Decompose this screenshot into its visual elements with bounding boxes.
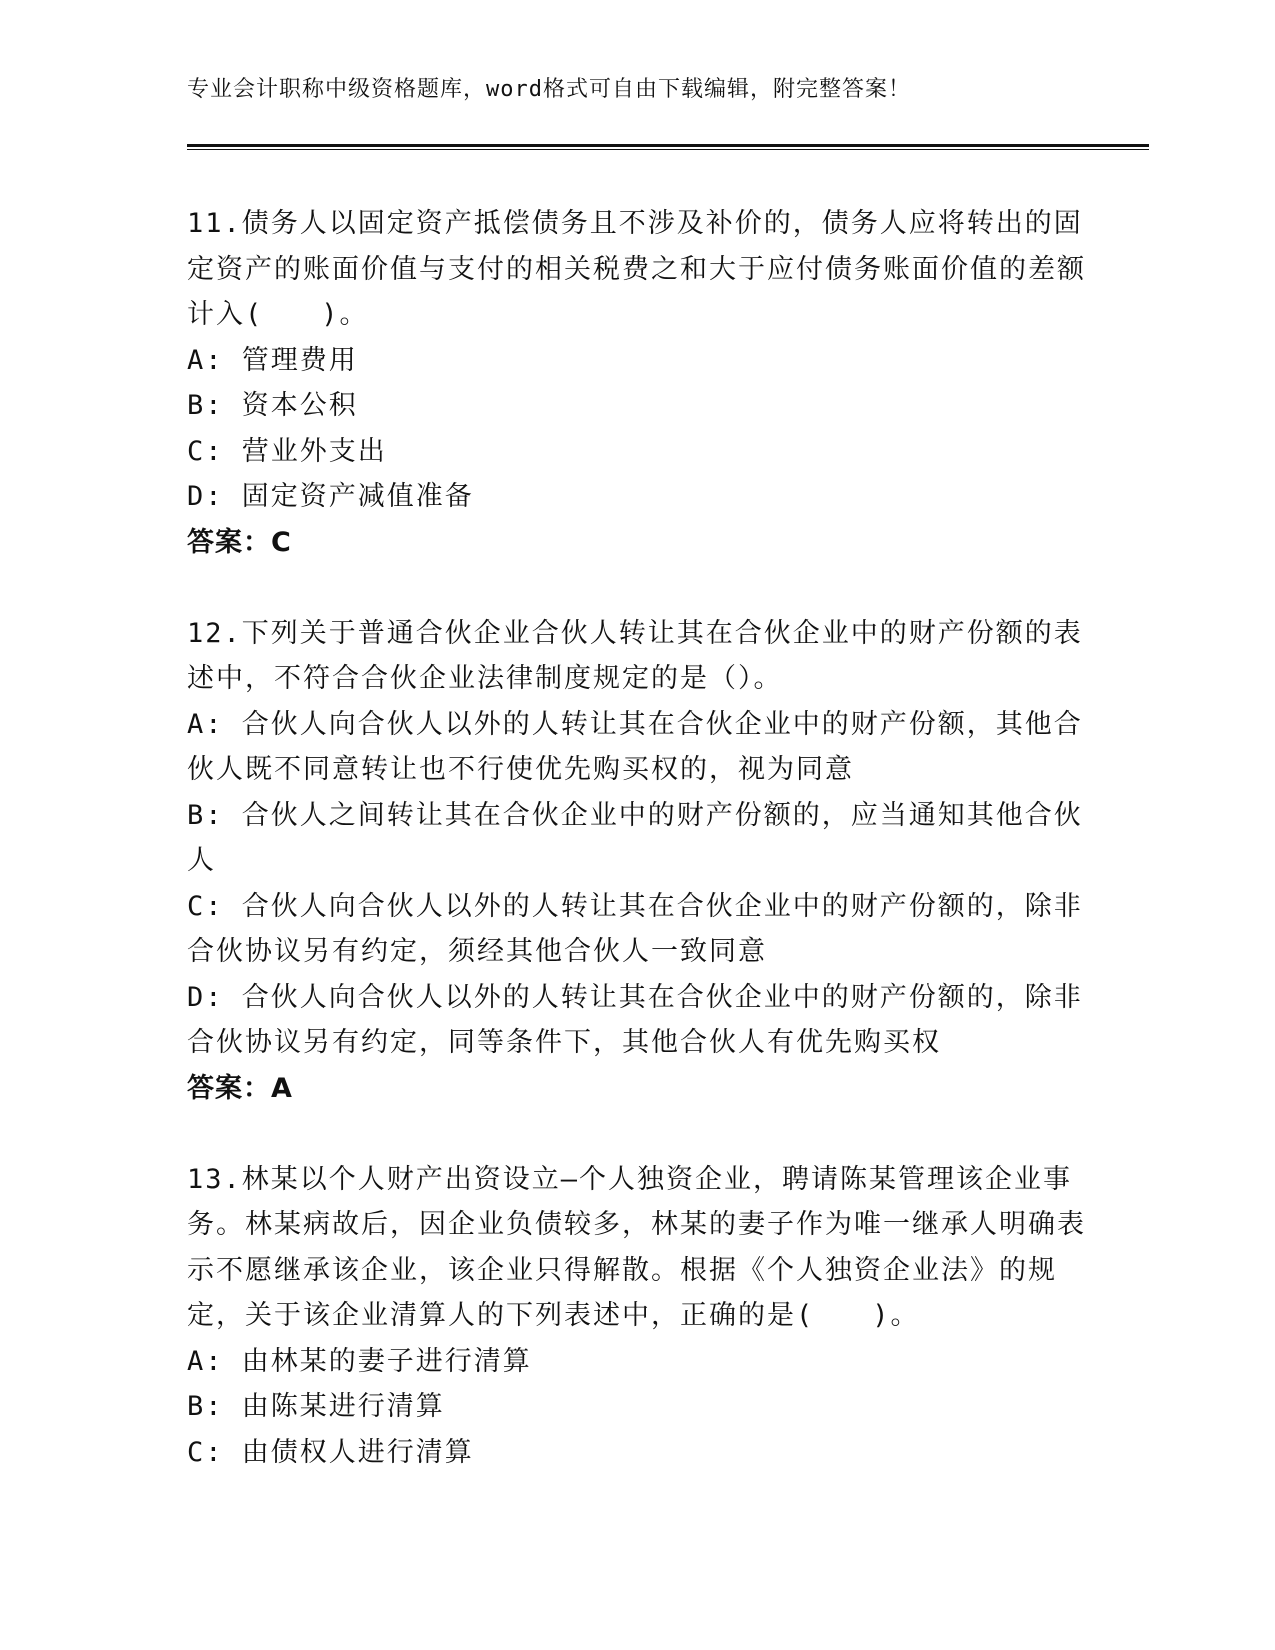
option-a: A: 管理费用 <box>187 344 358 376</box>
header-rule-thick <box>187 144 1149 147</box>
question-spacer <box>187 1111 1087 1157</box>
option-b: B: 由陈某进行清算 <box>187 1391 445 1422</box>
option-c: C: 由债权人进行清算 <box>187 1436 474 1468</box>
answer: 答案：C <box>187 526 292 558</box>
question-12 <box>187 611 1087 1112</box>
header-rule-thin <box>187 149 1149 150</box>
option-d: D: 合伙人向合伙人以外的人转让其在合伙企业中的财产份额的，除非合伙协议另有约定，同等条件下，其他合伙人有优先购买权 <box>187 981 1083 1058</box>
question-11 <box>187 201 1087 565</box>
option-d: D: 固定资产减值准备 <box>187 481 474 512</box>
question-stem: 12.下列关于普通合伙企业合伙人转让其在合伙企业中的财产份额的表述中，不符合合伙企业法律制度规定的是（）。 <box>187 617 1083 694</box>
question-13 <box>187 1157 1087 1476</box>
question-list <box>187 201 1087 1475</box>
option-a: A: 合伙人向合伙人以外的人转让其在合伙企业中的财产份额，其他合伙人既不同意转让也不行使优先购买权的，视为同意 <box>187 708 1083 785</box>
option-c: C: 合伙人向合伙人以外的人转让其在合伙企业中的财产份额的，除非合伙协议另有约定，须经其他合伙人一致同意 <box>187 890 1083 967</box>
option-a: A: 由林某的妻子进行清算 <box>187 1345 532 1377</box>
page-header: 专业会计职称中级资格题库，word格式可自由下载编辑，附完整答案！ <box>187 77 911 102</box>
option-b: B: 合伙人之间转让其在合伙企业中的财产份额的，应当通知其他合伙人 <box>187 799 1083 876</box>
option-c: C: 营业外支出 <box>187 435 387 467</box>
question-stem: 11.债务人以固定资产抵偿债务且不涉及补价的，债务人应将转出的固定资产的账面价值与支付的相关税费之和大于应付债务账面价值的差额计入( )。 <box>187 208 1086 330</box>
question-spacer <box>187 565 1087 611</box>
answer: 答案：A <box>187 1072 293 1104</box>
option-b: B: 资本公积 <box>187 390 358 421</box>
question-stem: 13.林某以个人财产出资设立—个人独资企业，聘请陈某管理该企业事务。林某病故后，因企业负债较多，林某的妻子作为唯一继承人明确表示不愿继承该企业，该企业只得解散。根据《个人独资企业法》的规定，关于该企业清算人的下列表述中，正确的是( )。 <box>187 1163 1086 1331</box>
